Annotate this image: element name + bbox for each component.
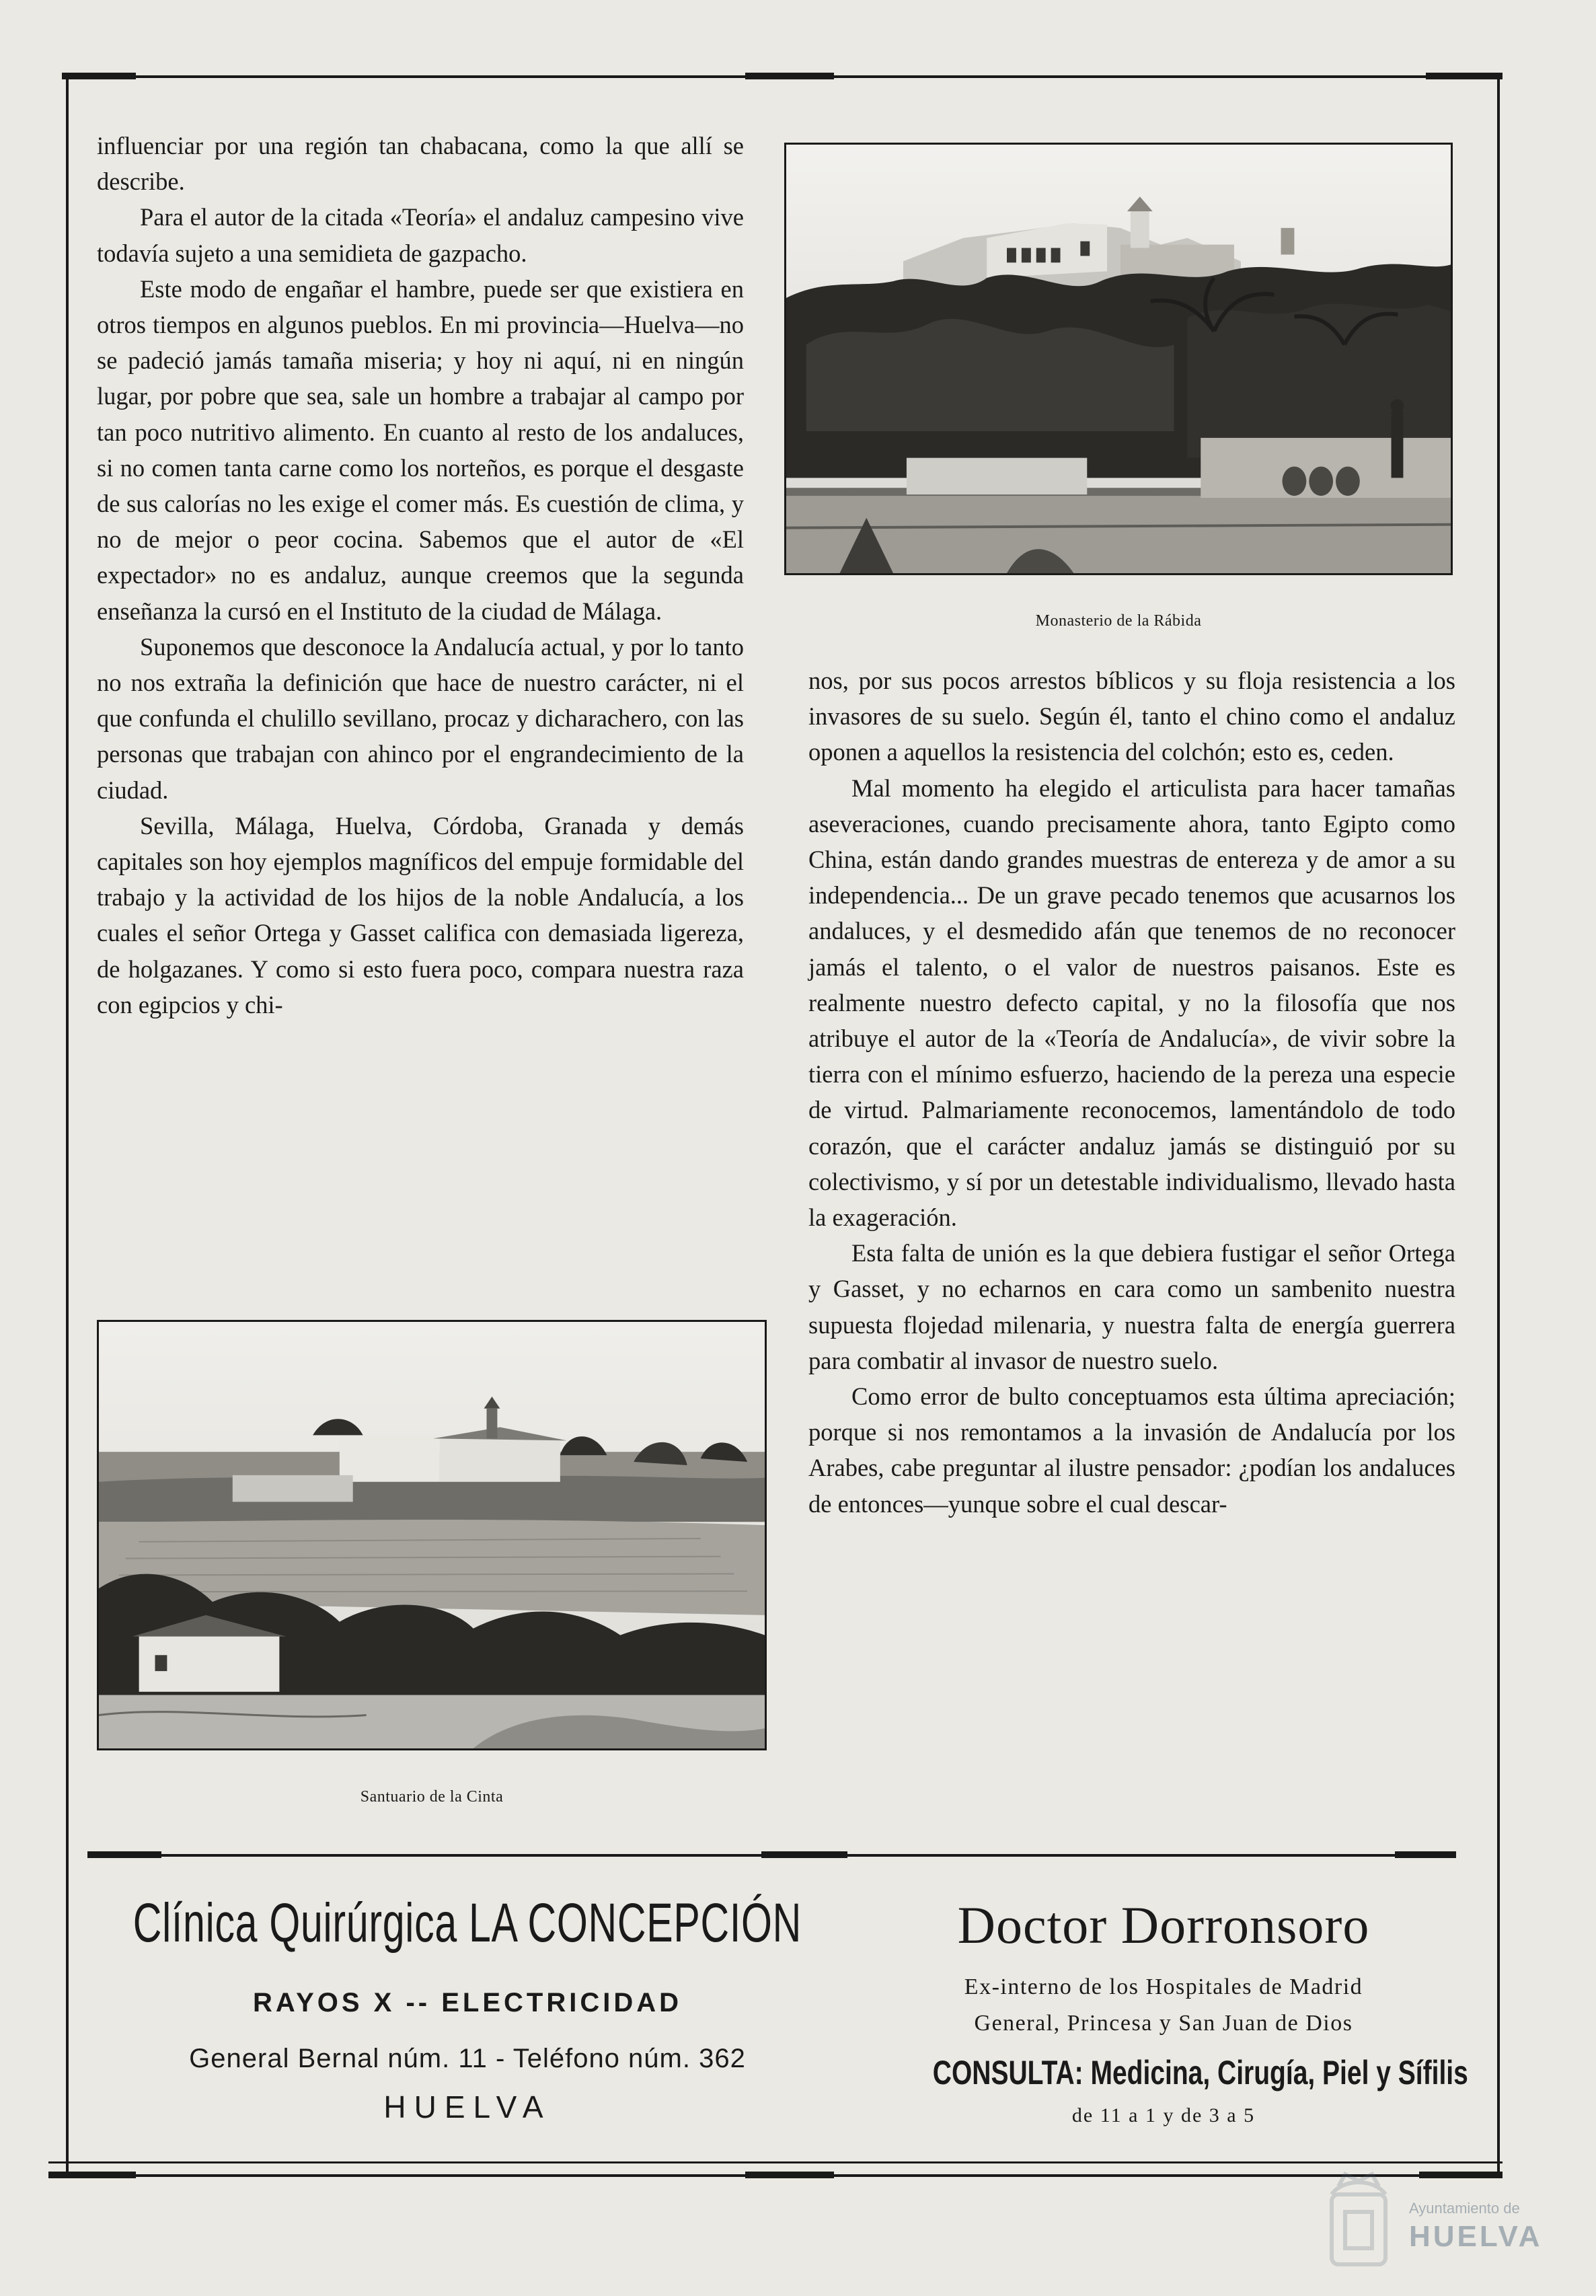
cinta-caption: Santuario de la Cinta [360,1788,504,1806]
watermark-line2: HUELVA [1409,2220,1543,2253]
bottom-rule-thick-mid [745,2172,834,2178]
watermark-line1: Ayuntamiento de [1409,2200,1520,2217]
paragraph: Como error de bulto conceptuamos esta última apreciación; porque si nos remontamos a la invasión de Andalucía por los Arabes, cabe preguntar al ilustre pensador: ¿podían los andaluces de entonces—yunque sobre el cual descar- [808,1382,1455,1518]
clinic-address: General Bernal núm. 11 - Teléfono núm. 362 [189,2044,746,2073]
paragraph: Suponemos que desconoce la Andalucía actual, y por lo tanto no nos extraña la definición que hace de nuestro carácter, ni el que confunda el chulillo sevillano, procaz y dicharachero, con las personas que trabajan con ahinco por el engrandecimiento de la ciudad. [97,632,744,804]
cinta-photo [97,1320,767,1750]
clinic-city: HUELVA [383,2089,552,2124]
article-right-column [808,663,1455,1522]
paragraph: Para el autor de la citada «Teoría» el andaluz campesino vive todavía sujeto a una semidieta de gazpacho. [97,203,744,267]
paragraph: Sevilla, Málaga, Huelva, Córdoba, Granada y demás capitales son hoy ejemplos magníficos del empuje formidable del trabajo y la actividad de los hijos de la noble Andalucía, a los cuales el señor Ortega y Gasset califica con demasiada ligereza, de holgazanes. Y como si esto fuera poco, compara nuestra raza con egipcios y chi- [97,811,744,1019]
top-rule-thick-mid [745,73,834,79]
clinic-name: Clínica Quirúrgica LA CONCEPCIÓN [132,1892,802,1954]
paragraph: Esta falta de unión es la que debiera fustigar el señor Ortega y Gasset, y no echarnos en cara como un sambenito nuestra supuesta flojedad milenaria, y nuestra falta de energía guerrera para combatir al invasor de nuestro suelo. [808,1239,1455,1374]
article-left-column [97,128,744,1023]
doctor-credentials-2: General, Princesa y San Juan de Dios [974,2011,1353,2036]
doctor-consulta: CONSULTA: Medicina, Cirugía, Piel y Sífilis [932,2054,1468,2091]
paragraph: influenciar por una región tan chabacana, como la que allí se describe. [97,132,744,196]
paragraph: nos, por sus pocos arrestos bíblicos y su floja resistencia a los invasores de su suelo. Según él, tanto el chino como el andaluz oponen a aquellos la resistencia del colchón; esto es, ceden. [808,667,1455,766]
ad-top-rule-thick-right [1395,1851,1456,1858]
ad-bottom-rule [48,2161,1503,2163]
ad-top-rule-thick-left [87,1851,161,1858]
clinic-services: RAYOS X -- ELECTRICIDAD [252,1988,682,2017]
bottom-rule-thick-left [48,2172,136,2178]
doctor-hours: de 11 a 1 y de 3 a 5 [1071,2104,1256,2126]
ad-top-rule-thick-mid [761,1851,847,1858]
rabida-photo [784,143,1453,575]
right-border [1497,75,1500,2176]
top-rule-thick-left [62,73,136,79]
paragraph: Mal momento ha elegido el articulista para hacer tamañas aseveraciones, cuando precisamente ahora, tanto Egipto como China, están dando grandes muestras de entereza y de amor a su independencia... De un grave pecado tenemos que acusarnos los andaluces, y el desmedido afán que tenemos de no reconocer jamás el talento, o el valor de nuestros paisanos. Este es realmente nuestro defecto capital, y no la filosofía que nos atribuye el autor de la «Teoría de Andalucía», de vivir sobre la tierra con el mínimo esfuerzo, haciendo de la pereza una especie de virtud. Palmariamente reconocemos, lamentándolo de todo corazón, que el carácter andaluz jamás se distinguió por su colectivismo, y sí por un detestable individualismo, llevado hasta la exageración. [808,774,1455,1232]
doctor-credentials-1: Ex-interno de los Hospitales de Madrid [964,1974,1363,1999]
rabida-caption: Monasterio de la Rábida [1035,612,1202,630]
paragraph: Este modo de engañar el hambre, puede ser que existiera en otros tiempos en algunos pueblos. En mi provincia—Huelva—no se padeció jamás tamaña miseria; y hoy ni aquí, ni en ningún lugar, por pobre que sea, sale un hombre a trabajar al campo por tan poco nutritivo alimento. En cuanto al resto de los andaluces, si no comen tanta carne como los norteños, es porque el desgaste de sus calorías no les exige el comer más. Es cuestión de clima, y no de mejor o peor cocina. Sabemos que el autor de «El expectador» no es andaluz, aunque creemos que la segunda enseñanza la cursó en el Instituto de la ciudad de Málaga. [97,274,744,625]
top-rule-thick-right [1426,73,1503,79]
doctor-name: Doctor Dorronsoro [957,1896,1370,1954]
left-border [66,75,69,2176]
